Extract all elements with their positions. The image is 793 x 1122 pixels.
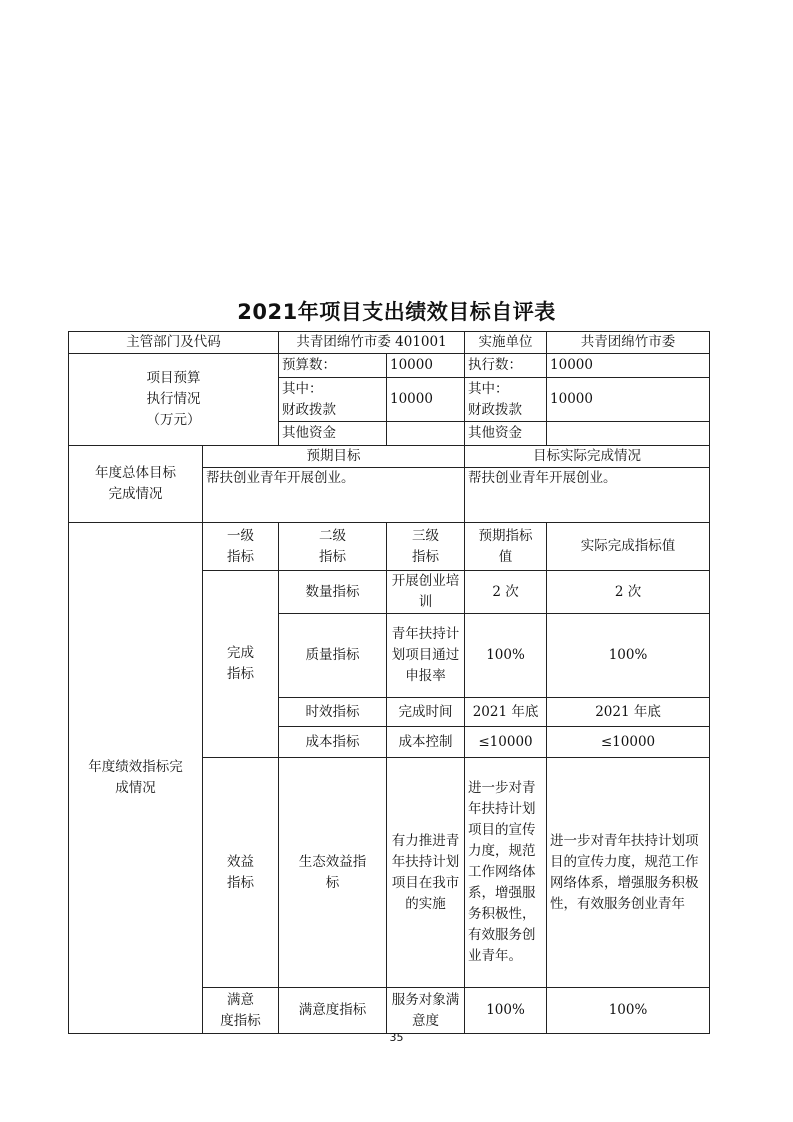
benefit-level2: [279, 758, 387, 988]
fiscal-exec-label: [465, 378, 547, 422]
cost-expected: ≤10000: [465, 727, 547, 758]
fiscal-label-line1: 其中：: [282, 380, 323, 397]
dept-label: 主管部门及代码: [69, 332, 279, 354]
budget-label-line3: （万元）: [146, 412, 201, 428]
col-header-actual: 实际完成指标值: [547, 523, 710, 571]
col-header-expected-line1: 预期指标: [478, 527, 533, 544]
budget-amount-value: 10000: [387, 354, 465, 378]
col-header-expected-line2: 值: [498, 548, 513, 565]
timeliness-actual: 2021 年底: [547, 698, 710, 727]
col-header-level3-line2: 指标: [412, 548, 439, 565]
benefit-label-line1: 效益: [227, 853, 254, 870]
other-budget-value: [387, 422, 465, 446]
cost-actual: ≤10000: [547, 727, 710, 758]
timeliness-expected: 2021 年底: [465, 698, 547, 727]
col-header-level2: [279, 523, 387, 571]
completion-label: [203, 571, 279, 758]
performance-label: [69, 523, 203, 1034]
satisfaction-label-line1: 满意: [227, 991, 254, 1008]
col-header-level3: [387, 523, 465, 571]
expected-goal-text: 帮扶创业青年开展创业。: [203, 468, 465, 523]
budget-label-line2: 执行情况: [146, 391, 201, 407]
benefit-level2-line1: 生态效益指: [298, 853, 367, 870]
benefit-level3: 有力推进青年扶持计划项目在我市的实施: [387, 758, 465, 988]
timeliness-level2: 时效指标: [279, 698, 387, 727]
exec-amount-label: 执行数：: [465, 354, 547, 378]
timeliness-level3: 完成时间: [387, 698, 465, 727]
benefit-label: [203, 758, 279, 988]
col-header-expected: [465, 523, 547, 571]
satisfaction-expected: 100%: [465, 988, 547, 1034]
actual-goal-header: 目标实际完成情况: [465, 446, 710, 468]
dept-value: 共青团绵竹市委 401001: [279, 332, 465, 354]
performance-label-line2: 成情况: [115, 780, 156, 796]
other-exec-label: 其他资金: [465, 422, 547, 446]
performance-evaluation-table: [68, 331, 710, 1034]
col-header-level1-line2: 指标: [227, 548, 254, 565]
benefit-actual: 进一步对青年扶持计划项目的宣传力度，规范工作网络体系，增强服务积极性，有效服务创业青年: [547, 758, 710, 988]
table-row: [69, 354, 710, 378]
satisfaction-actual: 100%: [547, 988, 710, 1034]
fiscal-budget-value: 10000: [387, 378, 465, 422]
quantity-level3: 开展创业培训: [387, 571, 465, 614]
fiscal-budget-label: [279, 378, 387, 422]
budget-label: [69, 354, 279, 446]
benefit-level2-line2: 标: [325, 874, 340, 891]
cost-level2: 成本指标: [279, 727, 387, 758]
actual-goal-text: 帮扶创业青年开展创业。: [465, 468, 710, 523]
completion-label-line2: 指标: [227, 666, 254, 682]
page-number: 35: [389, 1031, 404, 1044]
quantity-expected: 2 次: [465, 571, 547, 614]
quality-level3: 青年扶持计划项目通过申报率: [387, 614, 465, 698]
col-header-level2-line1: 二级: [319, 527, 346, 544]
overall-label: [69, 446, 203, 523]
benefit-expected: 进一步对青年扶持计划项目的宣传力度，规范工作网络体系，增强服务积极性，有效服务创业青年。: [465, 758, 547, 988]
benefit-label-line2: 指标: [227, 874, 254, 891]
performance-label-line1: 年度绩效指标完: [88, 759, 183, 775]
quality-expected: 100%: [465, 614, 547, 698]
other-exec-value: [547, 422, 710, 446]
quality-level2: 质量指标: [279, 614, 387, 698]
col-header-level1: [203, 523, 279, 571]
table-row: [69, 446, 710, 468]
other-budget-label: 其他资金: [279, 422, 387, 446]
satisfaction-label-line2: 度指标: [220, 1012, 261, 1029]
overall-label-line1: 年度总体目标: [95, 465, 176, 481]
fiscal-exec-value: 10000: [547, 378, 710, 422]
quality-actual: 100%: [547, 614, 710, 698]
expected-goal-header: 预期目标: [203, 446, 465, 468]
budget-amount-label: 预算数：: [279, 354, 387, 378]
overall-label-line2: 完成情况: [108, 486, 163, 502]
col-header-level3-line1: 三级: [412, 527, 439, 544]
satisfaction-label: [203, 988, 279, 1034]
fiscal-exec-label-line1: 其中：: [468, 380, 509, 397]
table-row: [69, 523, 710, 571]
fiscal-label-line2: 财政拨款: [282, 401, 336, 418]
impl-value: 共青团绵竹市委: [547, 332, 710, 354]
quantity-actual: 2 次: [547, 571, 710, 614]
fiscal-exec-label-line2: 财政拨款: [468, 401, 523, 418]
cost-level3: 成本控制: [387, 727, 465, 758]
completion-label-line1: 完成: [227, 645, 254, 661]
table-row: [69, 332, 710, 354]
col-header-level1-line1: 一级: [227, 527, 254, 544]
satisfaction-level2: 满意度指标: [279, 988, 387, 1034]
page-title: 2021年项目支出绩效目标自评表: [237, 300, 556, 324]
exec-amount-value: 10000: [547, 354, 710, 378]
budget-label-line1: 项目预算: [146, 370, 201, 386]
satisfaction-level3: 服务对象满意度: [387, 988, 465, 1034]
quantity-level2: 数量指标: [279, 571, 387, 614]
impl-label: 实施单位: [465, 332, 547, 354]
col-header-level2-line2: 指标: [319, 548, 346, 565]
